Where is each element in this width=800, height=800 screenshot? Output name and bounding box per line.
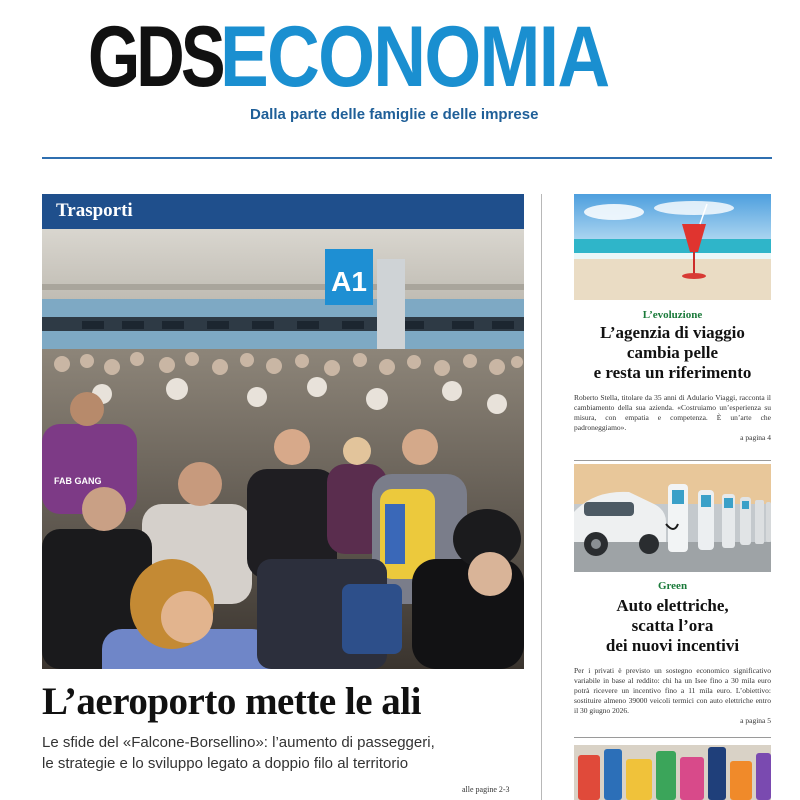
side-story-2-page-ref[interactable]: a pagina 5 xyxy=(740,716,771,725)
masthead-tagline: Dalla parte delle famiglie e delle imprese xyxy=(250,106,539,123)
column-divider xyxy=(541,194,542,800)
logo-economia: ECONOMIA xyxy=(220,9,609,105)
side-story-travel[interactable] xyxy=(574,194,771,442)
side-story-2-body: Per i privati è previsto un sostegno economico significativo variabile in base al reddito: chi ha un Isee fino a 30 mila euro potrà ricevere un incentivo fino a 11 mila euro. L’obiettivo: sostituire almeno 39000 veicoli termici con auto elettriche entro il 30 giugno 2026. xyxy=(574,666,771,715)
sidebar-rule-1 xyxy=(574,460,771,461)
products-photo[interactable] xyxy=(574,745,771,800)
side-story-2-kicker: Green xyxy=(657,580,688,592)
shirt-print-text: FAB GANG xyxy=(54,476,102,486)
side-story-2-title[interactable] xyxy=(574,596,771,656)
airport-crowd-illustration xyxy=(42,229,524,669)
main-story[interactable] xyxy=(42,194,524,774)
beach-cocktail-photo[interactable] xyxy=(574,194,771,300)
side-story-2-title-line-2: scatta l’ora xyxy=(631,616,714,635)
main-page-ref[interactable]: alle pagine 2-3 xyxy=(462,785,510,794)
products-illustration xyxy=(574,745,771,800)
side-story-1-title-line-1: L’agenzia di viaggio xyxy=(600,323,745,342)
airport-sign-text: A1 xyxy=(331,266,367,297)
main-headline[interactable]: L’aeroporto mette le ali xyxy=(42,680,421,723)
side-story-1-title-line-3: e resta un riferimento xyxy=(593,363,752,382)
main-deck-line-1: Le sfide del «Falcone-Borsellino»: l’aumento di passeggeri, xyxy=(42,734,435,751)
masthead-rule xyxy=(42,157,772,159)
main-deck xyxy=(42,732,524,774)
masthead xyxy=(0,0,800,160)
side-story-ev[interactable] xyxy=(574,464,771,725)
section-label: Trasporti xyxy=(42,194,524,229)
ev-charging-illustration xyxy=(574,464,771,572)
ev-charging-photo[interactable] xyxy=(574,464,771,572)
logo-gds: GDS xyxy=(88,9,222,105)
side-story-1-page-ref[interactable]: a pagina 4 xyxy=(740,433,771,442)
main-deck-line-2: le strategie e lo sviluppo legato a doppio filo al territorio xyxy=(42,755,409,772)
side-story-1-title-line-2: cambia pelle xyxy=(626,343,719,362)
side-story-2-title-line-3: dei nuovi incentivi xyxy=(605,636,740,655)
side-story-1-kicker: L’evoluzione xyxy=(642,309,703,321)
beach-illustration xyxy=(574,194,771,300)
sidebar-rule-2 xyxy=(574,737,771,738)
side-story-3[interactable] xyxy=(574,745,771,800)
side-story-1-title[interactable] xyxy=(574,323,771,383)
side-story-2-title-line-1: Auto elettriche, xyxy=(616,596,729,615)
main-story-photo[interactable] xyxy=(42,229,524,669)
side-story-1-body: Roberto Stella, titolare da 35 anni di Adulario Viaggi, racconta il cambiamento della sua azienda. «Costruiamo un’esperienza su misura, con empatia e competenza. È un’arte che padroneggiamo». xyxy=(574,393,771,432)
